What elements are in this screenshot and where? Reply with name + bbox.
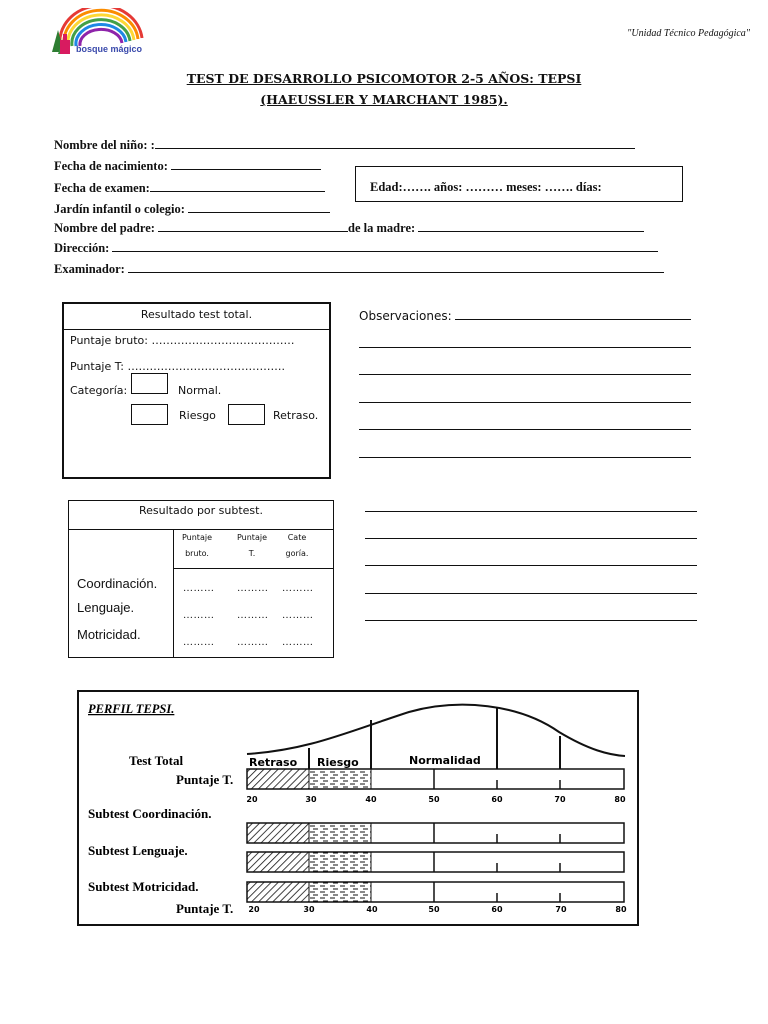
- lenguaje-bruto-cell[interactable]: ………: [183, 610, 215, 621]
- resultado-total-heading: Resultado test total.: [62, 302, 331, 330]
- scale-bottom-tick: 40: [366, 905, 378, 914]
- padres-field: Nombre del padre: de la madre:: [54, 220, 644, 236]
- scale-bottom-tick: 70: [555, 905, 567, 914]
- bar-lenguaje[interactable]: [247, 852, 624, 872]
- motricidad-bruto-cell[interactable]: ………: [183, 637, 215, 648]
- retraso-checkbox[interactable]: [228, 404, 265, 425]
- observaciones-line[interactable]: [359, 429, 691, 430]
- normal-label: Normal.: [178, 384, 222, 397]
- normal-checkbox[interactable]: [131, 373, 168, 394]
- scale-top-tick: 80: [614, 795, 626, 804]
- perfil-title: PERFIL TEPSI.: [88, 702, 175, 716]
- observaciones-line[interactable]: [365, 565, 697, 566]
- scale-top-tick: 70: [554, 795, 566, 804]
- fecha-examen-field: Fecha de examen:: [54, 180, 325, 196]
- subtest-coordinacion-label: Subtest Coordinación.: [88, 806, 212, 821]
- bar-coordinacion[interactable]: [247, 823, 624, 843]
- bar-test-total[interactable]: [247, 769, 624, 789]
- scale-bottom-tick: 60: [491, 905, 503, 914]
- col-header-puntaje-bruto: Puntaje bruto.: [181, 533, 212, 558]
- examinador-input[interactable]: [128, 262, 664, 273]
- puntaje-t-label: Puntaje T.: [176, 772, 234, 787]
- zone-riesgo-label: Riesgo: [317, 756, 359, 769]
- examinador-field: Examinador:: [54, 261, 664, 277]
- scale-bottom-tick: 30: [303, 905, 315, 914]
- table-divider: [173, 568, 334, 569]
- scale-bottom-tick: 20: [248, 905, 260, 914]
- test-total-label: Test Total: [129, 753, 184, 768]
- nombre-madre-input[interactable]: [418, 221, 644, 232]
- col-header-puntaje-t: Puntaje T.: [236, 533, 267, 558]
- observaciones-line[interactable]: [359, 347, 691, 348]
- scale-bottom-tick: 50: [428, 905, 440, 914]
- zone-retraso-label: Retraso: [249, 756, 298, 769]
- nombre-padre-input[interactable]: [158, 221, 348, 232]
- page-subtitle: (HAEUSSLER Y MARCHANT 1985).: [260, 92, 508, 107]
- observaciones-line[interactable]: [365, 511, 697, 512]
- coordinacion-categoria-cell[interactable]: ………: [282, 583, 314, 594]
- fecha-nacimiento-field: Fecha de nacimiento:: [54, 158, 321, 174]
- subtest-lenguaje-label: Subtest Lenguaje.: [88, 843, 188, 858]
- scale-top-tick: 50: [428, 795, 440, 804]
- fecha-nacimiento-input[interactable]: [171, 159, 321, 170]
- riesgo-checkbox[interactable]: [131, 404, 168, 425]
- jardin-input[interactable]: [188, 202, 330, 213]
- nombre-nino-input[interactable]: [155, 138, 635, 149]
- puntaje-bruto-field[interactable]: Puntaje bruto: …………………………………: [70, 334, 295, 347]
- nombre-nino-field: Nombre del niño: :: [54, 137, 635, 153]
- coordinacion-bruto-cell[interactable]: ………: [183, 583, 215, 594]
- observaciones-line[interactable]: [359, 402, 691, 403]
- edad-text[interactable]: Edad:……. años: ……… meses: ……. días:: [370, 180, 602, 194]
- perfil-tepsi-chart: [79, 692, 637, 924]
- observaciones-line[interactable]: [365, 538, 697, 539]
- subtest-name-motricidad: Motricidad.: [77, 627, 141, 642]
- jardin-field: Jardín infantil o colegio:: [54, 201, 330, 217]
- subtest-name-coordinacion: Coordinación.: [77, 576, 158, 591]
- zone-normalidad-label: Normalidad: [409, 754, 481, 767]
- scale-top-tick: 40: [365, 795, 377, 804]
- table-divider: [173, 530, 174, 658]
- riesgo-label: Riesgo: [179, 409, 216, 422]
- puntaje-t-field[interactable]: Puntaje T: …………………………………….: [70, 360, 285, 373]
- observaciones-line[interactable]: [365, 593, 697, 594]
- lenguaje-categoria-cell[interactable]: ………: [282, 610, 314, 621]
- retraso-label: Retraso.: [273, 409, 319, 422]
- bar-motricidad[interactable]: [247, 882, 624, 902]
- bosque-magico-logo: [46, 8, 156, 58]
- scale-top-tick: 20: [246, 795, 258, 804]
- puntaje-t-bottom-label: Puntaje T.: [176, 901, 234, 916]
- motricidad-categoria-cell[interactable]: ………: [282, 637, 314, 648]
- motricidad-t-cell[interactable]: ………: [237, 637, 269, 648]
- observaciones-line[interactable]: [365, 620, 697, 621]
- fecha-examen-input[interactable]: [150, 181, 325, 192]
- observaciones-input[interactable]: [455, 310, 691, 320]
- lenguaje-t-cell[interactable]: ………: [237, 610, 269, 621]
- subtest-motricidad-label: Subtest Motricidad.: [88, 879, 199, 894]
- observaciones-label: Observaciones:: [359, 309, 691, 323]
- direccion-field: Dirección:: [54, 240, 658, 256]
- direccion-input[interactable]: [112, 241, 658, 252]
- scale-bottom-tick: 80: [615, 905, 627, 914]
- scale-top-tick: 30: [305, 795, 317, 804]
- subtest-name-lenguaje: Lenguaje.: [77, 600, 135, 615]
- logo-text: bosque mágico: [76, 44, 143, 54]
- scale-top-tick: 60: [491, 795, 503, 804]
- page-title: TEST DE DESARROLLO PSICOMOTOR 2-5 AÑOS: TEPSI: [186, 71, 582, 86]
- coordinacion-t-cell[interactable]: ………: [237, 583, 269, 594]
- observaciones-line[interactable]: [359, 457, 691, 458]
- unit-note: "Unidad Técnico Pedagógica": [627, 28, 750, 39]
- categoria-label: Categoría:: [70, 384, 128, 397]
- observaciones-line[interactable]: [359, 374, 691, 375]
- col-header-categoria: Cate goría.: [285, 533, 309, 558]
- resultado-subtest-heading: Resultado por subtest.: [68, 500, 334, 530]
